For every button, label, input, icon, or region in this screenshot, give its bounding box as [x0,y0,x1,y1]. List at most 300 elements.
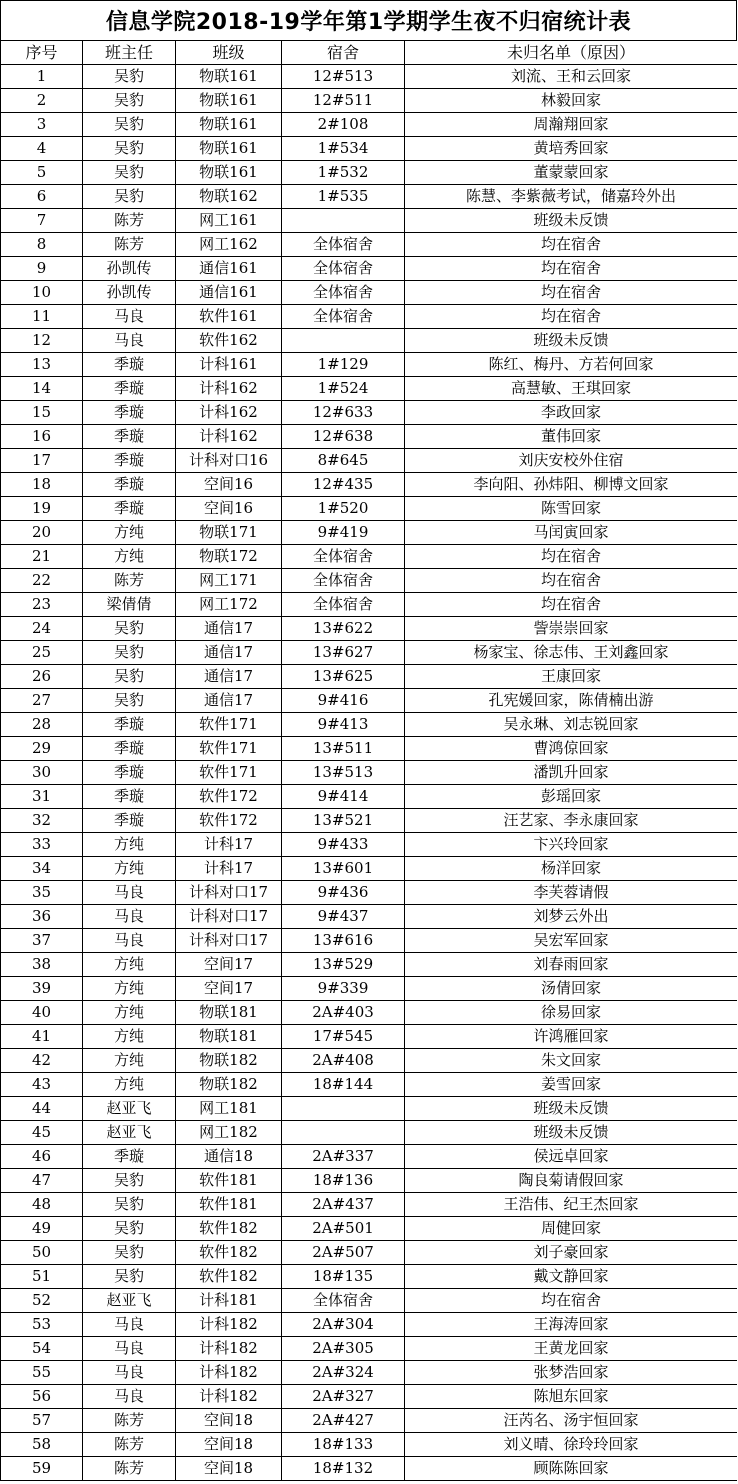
dorm-cell: 全体宿舍 [282,281,405,305]
note-cell: 杨家宝、徐志伟、王刘鑫回家 [405,641,738,665]
row-index-cell: 5 [1,161,83,185]
table-row [1,953,738,977]
note-cell: 张梦浩回家 [405,1361,738,1385]
note-cell: 王浩伟、纪王杰回家 [405,1193,738,1217]
dorm-cell: 9#414 [282,785,405,809]
note-cell: 周健回家 [405,1217,738,1241]
dorm-cell: 12#638 [282,425,405,449]
teacher-cell: 季璇 [83,425,176,449]
teacher-cell: 方纯 [83,1001,176,1025]
dorm-cell: 全体宿舍 [282,1289,405,1313]
teacher-cell: 方纯 [83,1049,176,1073]
dorm-cell: 13#513 [282,761,405,785]
dorm-cell: 13#511 [282,737,405,761]
table-row [1,1049,738,1073]
dorm-cell: 9#413 [282,713,405,737]
teacher-cell: 陈芳 [83,209,176,233]
teacher-cell: 马良 [83,1361,176,1385]
note-cell: 彭瑶回家 [405,785,738,809]
table-row [1,1241,738,1265]
row-index-cell: 20 [1,521,83,545]
dorm-cell: 18#144 [282,1073,405,1097]
dorm-cell: 12#435 [282,473,405,497]
teacher-cell: 季璇 [83,473,176,497]
table-row [1,497,738,521]
note-cell: 潘凯升回家 [405,761,738,785]
class-cell: 计科对口16 [176,449,282,473]
teacher-cell: 吴豹 [83,137,176,161]
row-index-cell: 16 [1,425,83,449]
dorm-cell: 2A#437 [282,1193,405,1217]
note-cell: 均在宿舍 [405,545,738,569]
note-cell: 均在宿舍 [405,1289,738,1313]
dorm-cell: 1#534 [282,137,405,161]
note-cell: 訾崇崇回家 [405,617,738,641]
table-row [1,1385,738,1409]
table-body [1,65,738,1481]
table-row [1,1217,738,1241]
note-cell: 刘梦云外出 [405,905,738,929]
dorm-cell: 12#633 [282,401,405,425]
teacher-cell: 马良 [83,1313,176,1337]
note-cell: 黄培秀回家 [405,137,738,161]
table-row [1,641,738,665]
row-index-cell: 30 [1,761,83,785]
row-index-cell: 32 [1,809,83,833]
teacher-cell: 陈芳 [83,1433,176,1457]
class-cell: 网工162 [176,233,282,257]
class-cell: 计科162 [176,425,282,449]
note-cell: 陶良菊请假回家 [405,1169,738,1193]
table-row [1,1361,738,1385]
table-row [1,1265,738,1289]
dorm-cell: 1#524 [282,377,405,401]
teacher-cell: 孙凯传 [83,257,176,281]
teacher-cell: 吴豹 [83,617,176,641]
row-index-cell: 42 [1,1049,83,1073]
class-cell: 空间16 [176,473,282,497]
note-cell: 陈慧、李紫薇考试，储嘉玲外出 [405,185,738,209]
row-index-cell: 58 [1,1433,83,1457]
dorm-cell: 18#133 [282,1433,405,1457]
dorm-cell: 13#601 [282,857,405,881]
class-cell: 物联182 [176,1049,282,1073]
table-row [1,977,738,1001]
teacher-cell: 吴豹 [83,1169,176,1193]
class-cell: 通信17 [176,689,282,713]
row-index-cell: 31 [1,785,83,809]
teacher-cell: 季璇 [83,353,176,377]
table-row [1,665,738,689]
class-cell: 通信17 [176,665,282,689]
class-cell: 通信18 [176,1145,282,1169]
dorm-cell: 13#627 [282,641,405,665]
table-row [1,737,738,761]
class-cell: 网工161 [176,209,282,233]
dorm-cell: 13#521 [282,809,405,833]
class-cell: 物联161 [176,113,282,137]
row-index-cell: 35 [1,881,83,905]
table-row [1,473,738,497]
class-cell: 计科182 [176,1313,282,1337]
table-row [1,905,738,929]
table-row [1,137,738,161]
teacher-cell: 吴豹 [83,113,176,137]
class-cell: 软件181 [176,1169,282,1193]
table-row [1,521,738,545]
class-cell: 物联181 [176,1025,282,1049]
dorm-cell: 2A#305 [282,1337,405,1361]
dorm-cell: 1#129 [282,353,405,377]
table-row [1,449,738,473]
row-index-cell: 47 [1,1169,83,1193]
table-row [1,113,738,137]
note-cell: 徐易回家 [405,1001,738,1025]
class-cell: 物联161 [176,89,282,113]
table-row [1,1121,738,1145]
dorm-cell: 2#108 [282,113,405,137]
teacher-cell: 孙凯传 [83,281,176,305]
note-cell: 陈红、梅丹、方若何回家 [405,353,738,377]
note-cell: 刘流、王和云回家 [405,65,738,89]
row-index-cell: 4 [1,137,83,161]
table-row [1,353,738,377]
dorm-cell: 1#532 [282,161,405,185]
dorm-cell: 17#545 [282,1025,405,1049]
table-row [1,233,738,257]
class-cell: 软件171 [176,737,282,761]
class-cell: 空间16 [176,497,282,521]
note-cell: 卞兴玲回家 [405,833,738,857]
teacher-cell: 季璇 [83,785,176,809]
note-cell: 陈旭东回家 [405,1385,738,1409]
teacher-cell: 马良 [83,1385,176,1409]
dorm-cell: 13#616 [282,929,405,953]
note-cell: 汤倩回家 [405,977,738,1001]
dorm-cell: 2A#408 [282,1049,405,1073]
class-cell: 物联162 [176,185,282,209]
teacher-cell: 陈芳 [83,569,176,593]
dorm-cell: 2A#304 [282,1313,405,1337]
teacher-cell: 赵亚飞 [83,1289,176,1313]
teacher-cell: 季璇 [83,809,176,833]
row-index-cell: 28 [1,713,83,737]
class-cell: 空间17 [176,977,282,1001]
note-cell: 姜雪回家 [405,1073,738,1097]
dorm-cell: 全体宿舍 [282,233,405,257]
teacher-cell: 吴豹 [83,1241,176,1265]
class-cell: 物联161 [176,161,282,185]
class-cell: 软件182 [176,1265,282,1289]
teacher-cell: 陈芳 [83,1409,176,1433]
class-cell: 软件161 [176,305,282,329]
teacher-cell: 方纯 [83,1025,176,1049]
table-row [1,1097,738,1121]
row-index-cell: 15 [1,401,83,425]
teacher-cell: 方纯 [83,833,176,857]
table-row [1,185,738,209]
row-index-cell: 55 [1,1361,83,1385]
class-cell: 网工181 [176,1097,282,1121]
note-cell: 陈雪回家 [405,497,738,521]
row-index-cell: 19 [1,497,83,521]
note-cell: 王黄龙回家 [405,1337,738,1361]
class-cell: 计科对口17 [176,929,282,953]
table-row [1,545,738,569]
table-row [1,1169,738,1193]
teacher-cell: 季璇 [83,449,176,473]
dorm-cell [282,1121,405,1145]
class-cell: 计科182 [176,1337,282,1361]
class-cell: 软件171 [176,713,282,737]
table-row [1,761,738,785]
table-row [1,785,738,809]
statistics-table [0,40,737,1481]
note-cell: 朱文回家 [405,1049,738,1073]
teacher-cell: 方纯 [83,977,176,1001]
teacher-cell: 吴豹 [83,689,176,713]
teacher-cell: 方纯 [83,857,176,881]
class-cell: 计科162 [176,377,282,401]
teacher-cell: 季璇 [83,401,176,425]
class-cell: 空间17 [176,953,282,977]
table-row [1,689,738,713]
class-cell: 物联182 [176,1073,282,1097]
teacher-cell: 马良 [83,1337,176,1361]
dorm-cell: 18#132 [282,1457,405,1481]
table-row [1,1025,738,1049]
note-cell: 李芙蓉请假 [405,881,738,905]
dorm-cell: 全体宿舍 [282,257,405,281]
class-cell: 计科17 [176,833,282,857]
class-cell: 软件171 [176,761,282,785]
teacher-cell: 方纯 [83,545,176,569]
row-index-cell: 2 [1,89,83,113]
class-cell: 通信161 [176,281,282,305]
note-cell: 李向阳、孙炜阳、柳博文回家 [405,473,738,497]
class-cell: 计科182 [176,1385,282,1409]
dorm-cell: 2A#427 [282,1409,405,1433]
note-cell: 刘义晴、徐玲玲回家 [405,1433,738,1457]
teacher-cell: 马良 [83,929,176,953]
class-cell: 物联171 [176,521,282,545]
dorm-cell: 18#136 [282,1169,405,1193]
table-row [1,1337,738,1361]
teacher-cell: 吴豹 [83,185,176,209]
teacher-cell: 赵亚飞 [83,1097,176,1121]
dorm-cell: 全体宿舍 [282,545,405,569]
row-index-cell: 6 [1,185,83,209]
row-index-cell: 57 [1,1409,83,1433]
note-cell: 均在宿舍 [405,257,738,281]
dorm-cell: 18#135 [282,1265,405,1289]
teacher-cell: 吴豹 [83,1193,176,1217]
table-row [1,329,738,353]
teacher-cell: 季璇 [83,377,176,401]
note-cell: 林毅回家 [405,89,738,113]
class-cell: 计科对口17 [176,881,282,905]
header-teacher: 班主任 [83,41,176,65]
teacher-cell: 季璇 [83,761,176,785]
row-index-cell: 44 [1,1097,83,1121]
class-cell: 计科182 [176,1361,282,1385]
class-cell: 计科161 [176,353,282,377]
note-cell: 高慧敏、王琪回家 [405,377,738,401]
dorm-cell: 9#339 [282,977,405,1001]
table-row [1,161,738,185]
note-cell: 李政回家 [405,401,738,425]
table-row [1,89,738,113]
table-row [1,857,738,881]
row-index-cell: 49 [1,1217,83,1241]
teacher-cell: 吴豹 [83,89,176,113]
teacher-cell: 马良 [83,305,176,329]
table-row [1,1193,738,1217]
class-cell: 软件182 [176,1241,282,1265]
row-index-cell: 3 [1,113,83,137]
teacher-cell: 季璇 [83,713,176,737]
note-cell: 王康回家 [405,665,738,689]
row-index-cell: 51 [1,1265,83,1289]
table-row [1,257,738,281]
class-cell: 空间18 [176,1409,282,1433]
teacher-cell: 季璇 [83,737,176,761]
class-cell: 软件181 [176,1193,282,1217]
table-row [1,1289,738,1313]
dorm-cell: 2A#337 [282,1145,405,1169]
row-index-cell: 48 [1,1193,83,1217]
dorm-cell: 2A#501 [282,1217,405,1241]
class-cell: 物联161 [176,65,282,89]
dorm-cell: 9#419 [282,521,405,545]
table-row [1,425,738,449]
row-index-cell: 56 [1,1385,83,1409]
header-dorm: 宿舍 [282,41,405,65]
table-row [1,617,738,641]
row-index-cell: 50 [1,1241,83,1265]
table-row [1,209,738,233]
teacher-cell: 吴豹 [83,161,176,185]
row-index-cell: 13 [1,353,83,377]
table-row [1,833,738,857]
note-cell: 刘庆安校外住宿 [405,449,738,473]
note-cell: 刘春雨回家 [405,953,738,977]
row-index-cell: 22 [1,569,83,593]
header-row [1,41,738,65]
table-row [1,281,738,305]
row-index-cell: 9 [1,257,83,281]
class-cell: 计科17 [176,857,282,881]
note-cell: 班级未反馈 [405,209,738,233]
note-cell: 均在宿舍 [405,281,738,305]
dorm-cell: 2A#324 [282,1361,405,1385]
dorm-cell: 13#622 [282,617,405,641]
note-cell: 汪艺家、李永康回家 [405,809,738,833]
class-cell: 软件162 [176,329,282,353]
note-cell: 戴文静回家 [405,1265,738,1289]
row-index-cell: 46 [1,1145,83,1169]
note-cell: 吴宏军回家 [405,929,738,953]
table-row [1,881,738,905]
note-cell: 侯远卓回家 [405,1145,738,1169]
teacher-cell: 吴豹 [83,641,176,665]
dorm-cell: 13#625 [282,665,405,689]
teacher-cell: 梁倩倩 [83,593,176,617]
row-index-cell: 54 [1,1337,83,1361]
class-cell: 空间18 [176,1433,282,1457]
table-row [1,1409,738,1433]
note-cell: 汪芮名、汤宇恒回家 [405,1409,738,1433]
class-cell: 软件172 [176,809,282,833]
dorm-cell: 全体宿舍 [282,569,405,593]
table-row [1,1001,738,1025]
row-index-cell: 40 [1,1001,83,1025]
class-cell: 软件182 [176,1217,282,1241]
note-cell: 刘子豪回家 [405,1241,738,1265]
header-absent-list: 未归名单（原因） [405,41,738,65]
note-cell: 班级未反馈 [405,1121,738,1145]
table-row [1,569,738,593]
table-row [1,1145,738,1169]
table-row [1,305,738,329]
row-index-cell: 24 [1,617,83,641]
row-index-cell: 27 [1,689,83,713]
dorm-cell [282,1097,405,1121]
class-cell: 网工171 [176,569,282,593]
class-cell: 网工172 [176,593,282,617]
row-index-cell: 26 [1,665,83,689]
class-cell: 计科对口17 [176,905,282,929]
row-index-cell: 52 [1,1289,83,1313]
note-cell: 王海涛回家 [405,1313,738,1337]
teacher-cell: 吴豹 [83,1217,176,1241]
table-row [1,65,738,89]
note-cell: 董蒙蒙回家 [405,161,738,185]
row-index-cell: 39 [1,977,83,1001]
row-index-cell: 25 [1,641,83,665]
teacher-cell: 赵亚飞 [83,1121,176,1145]
table-row [1,929,738,953]
dorm-cell: 9#437 [282,905,405,929]
row-index-cell: 18 [1,473,83,497]
dorm-cell: 12#513 [282,65,405,89]
class-cell: 通信17 [176,617,282,641]
dorm-cell: 12#511 [282,89,405,113]
dorm-cell: 9#416 [282,689,405,713]
note-cell: 杨洋回家 [405,857,738,881]
note-cell: 均在宿舍 [405,569,738,593]
row-index-cell: 38 [1,953,83,977]
row-index-cell: 34 [1,857,83,881]
table-row [1,401,738,425]
class-cell: 软件172 [176,785,282,809]
note-cell: 许鸿雁回家 [405,1025,738,1049]
teacher-cell: 马良 [83,905,176,929]
note-cell: 班级未反馈 [405,1097,738,1121]
teacher-cell: 季璇 [83,497,176,521]
row-index-cell: 17 [1,449,83,473]
class-cell: 通信17 [176,641,282,665]
table-row [1,1457,738,1481]
row-index-cell: 14 [1,377,83,401]
teacher-cell: 马良 [83,329,176,353]
note-cell: 马闰寅回家 [405,521,738,545]
class-cell: 计科162 [176,401,282,425]
teacher-cell: 马良 [83,881,176,905]
note-cell: 孔宪媛回家，陈倩楠出游 [405,689,738,713]
note-cell: 顾陈陈回家 [405,1457,738,1481]
teacher-cell: 陈芳 [83,233,176,257]
